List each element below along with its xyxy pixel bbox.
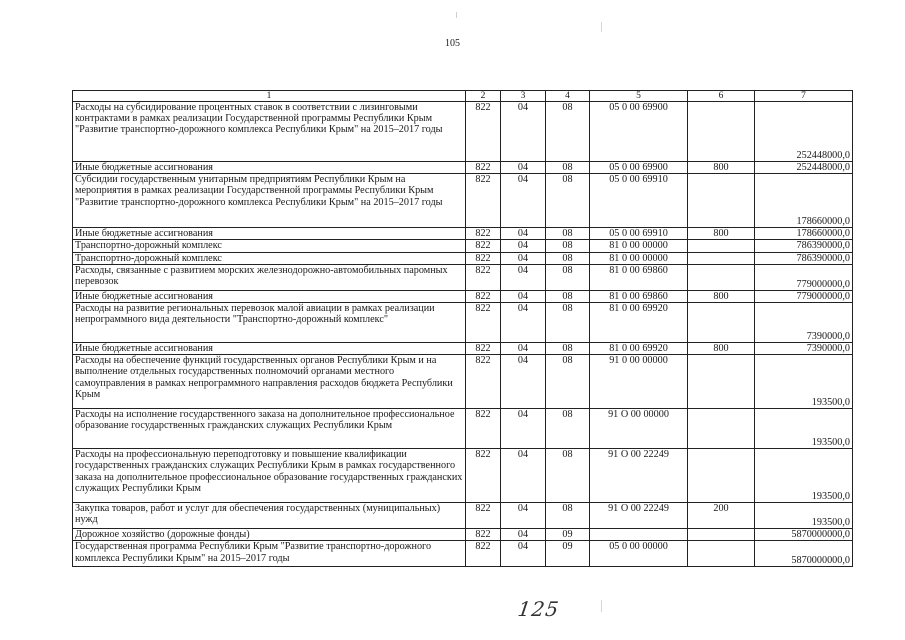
row-code-expense-type bbox=[688, 303, 755, 343]
table-row bbox=[73, 529, 853, 541]
row-code-subsection: 08 bbox=[546, 174, 590, 228]
table-row bbox=[73, 343, 853, 355]
row-code-section: 04 bbox=[501, 541, 546, 567]
scan-artifact bbox=[601, 22, 602, 32]
row-code-expense-type bbox=[688, 529, 755, 541]
row-code-expense-type bbox=[688, 252, 755, 264]
row-amount: 193500,0 bbox=[755, 449, 853, 503]
row-description: Транспортно-дорожный комплекс bbox=[73, 240, 466, 252]
column-header: 3 bbox=[501, 91, 546, 102]
row-amount: 193500,0 bbox=[755, 409, 853, 449]
column-header: 2 bbox=[466, 91, 501, 102]
row-code-expense-type bbox=[688, 264, 755, 290]
row-description: Иные бюджетные ассигнования bbox=[73, 162, 466, 174]
row-code-subsection: 08 bbox=[546, 228, 590, 240]
row-code-ministry: 822 bbox=[466, 102, 501, 162]
row-code-expense-type: 800 bbox=[688, 343, 755, 355]
row-code-subsection: 08 bbox=[546, 252, 590, 264]
table-row bbox=[73, 102, 853, 162]
row-code-expense-type bbox=[688, 355, 755, 409]
row-code-target: 91 О 00 22249 bbox=[590, 449, 688, 503]
row-code-expense-type bbox=[688, 102, 755, 162]
row-code-expense-type bbox=[688, 174, 755, 228]
row-code-subsection: 08 bbox=[546, 264, 590, 290]
row-code-expense-type bbox=[688, 409, 755, 449]
row-description: Иные бюджетные ассигнования bbox=[73, 228, 466, 240]
row-description: Иные бюджетные ассигнования bbox=[73, 290, 466, 302]
row-code-subsection: 08 bbox=[546, 162, 590, 174]
row-code-section: 04 bbox=[501, 290, 546, 302]
row-code-expense-type bbox=[688, 541, 755, 567]
row-description: Расходы на развитие региональных перевозок малой авиации в рамках реализации непрограммного вида деятельности "Транспортно-дорожный комплекс" bbox=[73, 303, 466, 343]
row-amount: 779000000,0 bbox=[755, 290, 853, 302]
row-description: Дорожное хозяйство (дорожные фонды) bbox=[73, 529, 466, 541]
row-code-ministry: 822 bbox=[466, 252, 501, 264]
table-header-row bbox=[73, 91, 853, 102]
row-code-ministry: 822 bbox=[466, 343, 501, 355]
row-code-ministry: 822 bbox=[466, 290, 501, 302]
row-code-subsection: 09 bbox=[546, 541, 590, 567]
row-amount: 786390000,0 bbox=[755, 252, 853, 264]
row-amount: 178660000,0 bbox=[755, 228, 853, 240]
page-number: 105 bbox=[445, 38, 460, 49]
row-code-ministry: 822 bbox=[466, 541, 501, 567]
row-code-ministry: 822 bbox=[466, 529, 501, 541]
table-row bbox=[73, 503, 853, 529]
table-row bbox=[73, 290, 853, 302]
row-code-subsection: 08 bbox=[546, 355, 590, 409]
row-code-target: 81 0 00 69860 bbox=[590, 290, 688, 302]
row-code-section: 04 bbox=[501, 162, 546, 174]
row-code-subsection: 08 bbox=[546, 240, 590, 252]
row-code-subsection: 08 bbox=[546, 290, 590, 302]
column-header: 1 bbox=[73, 91, 466, 102]
row-description: Транспортно-дорожный комплекс bbox=[73, 252, 466, 264]
row-code-section: 04 bbox=[501, 252, 546, 264]
row-code-ministry: 822 bbox=[466, 355, 501, 409]
row-code-target: 81 0 00 69920 bbox=[590, 343, 688, 355]
row-description: Расходы на обеспечение функций государственных органов Республики Крым и на выполнение отдельных государственных полномочий органами местного самоуправления в рамках непрограммного направления расходов бюджета Республики Крым bbox=[73, 355, 466, 409]
column-header: 5 bbox=[590, 91, 688, 102]
row-amount: 5870000000,0 bbox=[755, 529, 853, 541]
row-code-ministry: 822 bbox=[466, 240, 501, 252]
row-code-ministry: 822 bbox=[466, 449, 501, 503]
row-code-expense-type bbox=[688, 240, 755, 252]
row-code-target: 91 О 00 00000 bbox=[590, 409, 688, 449]
table-row bbox=[73, 240, 853, 252]
row-code-target: 91 0 00 00000 bbox=[590, 355, 688, 409]
row-description: Расходы на субсидирование процентных ставок в соответствии с лизинговыми контрактами в рамках реализации Государственной программы Республики Крым "Развитие транспортно-дорожного комплекса Республики Крым" на 2015–2017 годы bbox=[73, 102, 466, 162]
column-header: 7 bbox=[755, 91, 853, 102]
row-code-target: 05 0 00 69910 bbox=[590, 174, 688, 228]
row-code-section: 04 bbox=[501, 303, 546, 343]
column-header: 4 bbox=[546, 91, 590, 102]
row-code-section: 04 bbox=[501, 529, 546, 541]
row-description: Государственная программа Республики Крым "Развитие транспортно-дорожного комплекса Республики Крым" на 2015–2017 годы bbox=[73, 541, 466, 567]
row-amount: 252448000,0 bbox=[755, 162, 853, 174]
row-code-ministry: 822 bbox=[466, 409, 501, 449]
row-code-expense-type: 200 bbox=[688, 503, 755, 529]
row-amount: 193500,0 bbox=[755, 355, 853, 409]
row-description: Расходы на исполнение государственного заказа на дополнительное профессиональное образование государственных гражданских служащих Республики Крым bbox=[73, 409, 466, 449]
row-code-ministry: 822 bbox=[466, 503, 501, 529]
budget-table bbox=[72, 90, 853, 567]
table-row bbox=[73, 409, 853, 449]
row-code-subsection: 08 bbox=[546, 449, 590, 503]
row-code-target: 91 О 00 22249 bbox=[590, 503, 688, 529]
row-amount: 178660000,0 bbox=[755, 174, 853, 228]
row-code-expense-type: 800 bbox=[688, 228, 755, 240]
row-code-subsection: 08 bbox=[546, 503, 590, 529]
row-code-target: 81 0 00 00000 bbox=[590, 252, 688, 264]
row-code-section: 04 bbox=[501, 449, 546, 503]
row-description: Расходы, связанные с развитием морских железнодорожно-автомобильных паромных перевозок bbox=[73, 264, 466, 290]
row-amount: 779000000,0 bbox=[755, 264, 853, 290]
table-row bbox=[73, 252, 853, 264]
row-code-target: 81 0 00 69860 bbox=[590, 264, 688, 290]
table-row bbox=[73, 228, 853, 240]
row-code-section: 04 bbox=[501, 264, 546, 290]
table-row bbox=[73, 303, 853, 343]
row-code-target bbox=[590, 529, 688, 541]
row-description: Расходы на профессиональную переподготовку и повышение квалификации государственных гражданских служащих Республики Крым в рамках государственного заказа на дополнительное профессиональное образование государственных гражданских служащих Республики Крым bbox=[73, 449, 466, 503]
row-code-section: 04 bbox=[501, 503, 546, 529]
table-row bbox=[73, 264, 853, 290]
row-amount: 5870000000,0 bbox=[755, 541, 853, 567]
scan-artifact bbox=[601, 600, 602, 612]
row-code-target: 81 0 00 69920 bbox=[590, 303, 688, 343]
table-row bbox=[73, 162, 853, 174]
table-row bbox=[73, 449, 853, 503]
scan-artifact bbox=[456, 12, 457, 18]
row-code-section: 04 bbox=[501, 409, 546, 449]
row-description: Субсидии государственным унитарным предприятиям Республики Крым на мероприятия в рамках реализации Государственной программы Республики Крым "Развитие транспортно-дорожного комплекса Республики Крым" на 2015–2017 годы bbox=[73, 174, 466, 228]
row-amount: 193500,0 bbox=[755, 503, 853, 529]
table-row bbox=[73, 174, 853, 228]
row-code-target: 05 0 00 69900 bbox=[590, 162, 688, 174]
row-amount: 252448000,0 bbox=[755, 102, 853, 162]
row-amount: 7390000,0 bbox=[755, 343, 853, 355]
column-header: 6 bbox=[688, 91, 755, 102]
row-code-target: 05 0 00 69900 bbox=[590, 102, 688, 162]
row-code-expense-type: 800 bbox=[688, 162, 755, 174]
table-row bbox=[73, 541, 853, 567]
row-code-target: 05 0 00 00000 bbox=[590, 541, 688, 567]
row-description: Иные бюджетные ассигнования bbox=[73, 343, 466, 355]
row-code-section: 04 bbox=[501, 228, 546, 240]
row-code-expense-type: 800 bbox=[688, 290, 755, 302]
row-code-subsection: 09 bbox=[546, 529, 590, 541]
row-amount: 7390000,0 bbox=[755, 303, 853, 343]
table-body bbox=[73, 102, 853, 567]
row-code-subsection: 08 bbox=[546, 343, 590, 355]
row-amount: 786390000,0 bbox=[755, 240, 853, 252]
row-code-ministry: 822 bbox=[466, 264, 501, 290]
row-code-ministry: 822 bbox=[466, 174, 501, 228]
row-code-target: 81 0 00 00000 bbox=[590, 240, 688, 252]
row-code-target: 05 0 00 69910 bbox=[590, 228, 688, 240]
row-description: Закупка товаров, работ и услуг для обеспечения государственных (муниципальных) нужд bbox=[73, 503, 466, 529]
row-code-expense-type bbox=[688, 449, 755, 503]
row-code-subsection: 08 bbox=[546, 409, 590, 449]
row-code-subsection: 08 bbox=[546, 102, 590, 162]
handwritten-page-number: 125 bbox=[516, 597, 561, 621]
row-code-subsection: 08 bbox=[546, 303, 590, 343]
table-row bbox=[73, 355, 853, 409]
row-code-section: 04 bbox=[501, 343, 546, 355]
row-code-section: 04 bbox=[501, 102, 546, 162]
row-code-section: 04 bbox=[501, 355, 546, 409]
row-code-section: 04 bbox=[501, 174, 546, 228]
row-code-ministry: 822 bbox=[466, 228, 501, 240]
row-code-ministry: 822 bbox=[466, 162, 501, 174]
row-code-section: 04 bbox=[501, 240, 546, 252]
row-code-ministry: 822 bbox=[466, 303, 501, 343]
